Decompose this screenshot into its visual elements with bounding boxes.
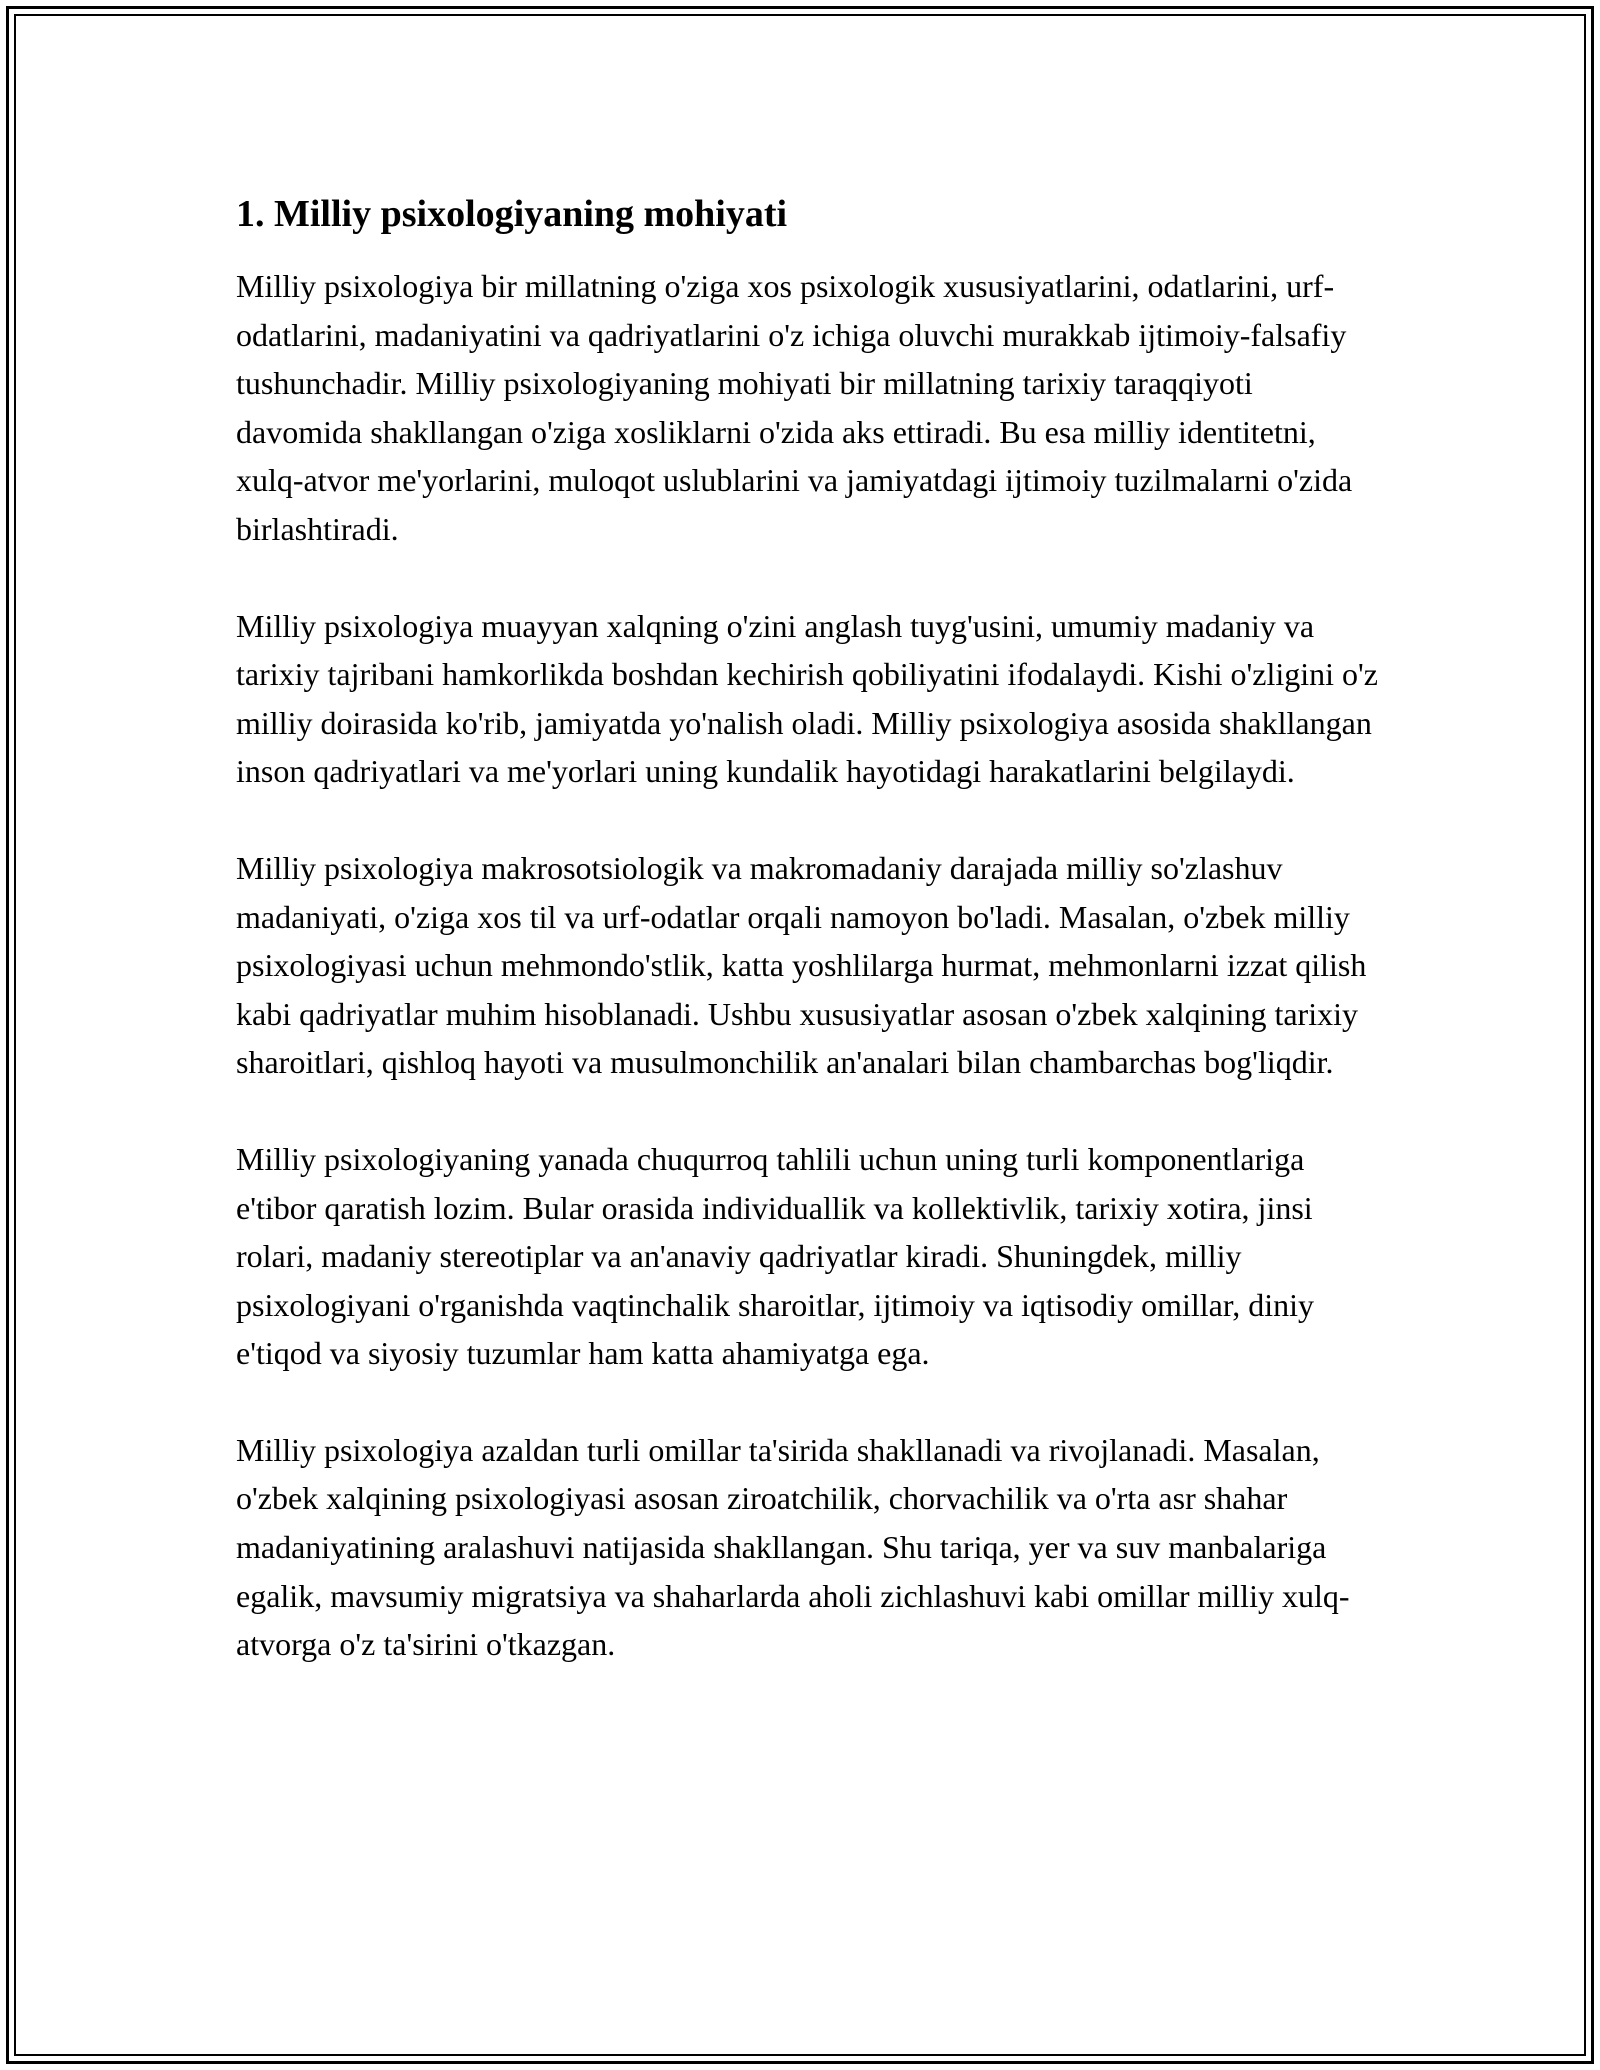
- paragraph-3: Milliy psixologiya makrosotsiologik va makromadaniy darajada milliy so'zlashuv madaniyati, o'ziga xos til va urf-odatlar orqali namoyon bo'ladi. Masalan, o'zbek milliy psixologiyasi uchun mehmondo'stlik, katta yoshlilarga hurmat, mehmonlarni izzat qilish kabi qadriyatlar muhim hisoblanadi. Ushbu xususiyatlar asosan o'zbek xalqining tarixiy sharoitlari, qishloq hayoti va musulmonchilik an'analari bilan chambarchas bog'liqdir.: [236, 849, 1367, 1081]
- section-heading: 1. Milliy psixologiyaning mohiyati: [236, 193, 788, 235]
- paragraph-1: Milliy psixologiya bir millatning o'ziga xos psixologik xususiyatlarini, odatlarini, urf-odatlarini, madaniyatini va qadriyatlarini o'z ichiga oluvchi murakkab ijtimoiy-falsafiy tushunchadir. Milliy psixologiyaning mohiyati bir millatning tarixiy taraqqiyoti davomida shakllangan o'ziga xosliklarni o'zida aks ettiradi. Bu esa milliy identitetni, xulq-atvor me'yorlarini, muloqot uslublarini va jamiyatdagi ijtimoiy tuzilmalarni o'zida birlashtiradi.: [236, 268, 1353, 547]
- paragraph-5: Milliy psixologiya azaldan turli omillar ta'sirida shakllanadi va rivojlanadi. Masalan, o'zbek xalqining psixologiyasi asosan ziroatchilik, chorvachilik va o'rta asr shahar madaniyatining aralashuvi natijasida shakllangan. Shu tariqa, yer va suv manbalariga egalik, mavsumiy migratsiya va shaharlarda aholi zichlashuvi kabi omillar milliy xulq-atvorga o'z ta'sirini o'tkazgan.: [236, 1431, 1350, 1663]
- paragraph-2: Milliy psixologiya muayyan xalqning o'zini anglash tuyg'usini, umumiy madaniy va tarixiy tajribani hamkorlikda boshdan kechirish qobiliyatini ifodalaydi. Kishi o'zligini o'z milliy doirasida ko'rib, jamiyatda yo'nalish oladi. Milliy psixologiya asosida shakllangan inson qadriyatlari va me'yorlari uning kundalik hayotidagi harakatlarini belgilaydi.: [236, 607, 1378, 790]
- paragraph-4: Milliy psixologiyaning yanada chuqurroq tahlili uchun uning turli komponentlariga e'tibor qaratish lozim. Bular orasida individuallik va kollektivlik, tarixiy xotira, jinsi rolari, madaniy stereotiplar va an'anaviy qadriyatlar kiradi. Shuningdek, milliy psixologiyani o'rganishda vaqtinchalik sharoitlar, ijtimoiy va iqtisodiy omillar, diniy e'tiqod va siyosiy tuzumlar ham katta ahamiyatga ega.: [236, 1140, 1315, 1372]
- document-body: [236, 188, 1386, 1717]
